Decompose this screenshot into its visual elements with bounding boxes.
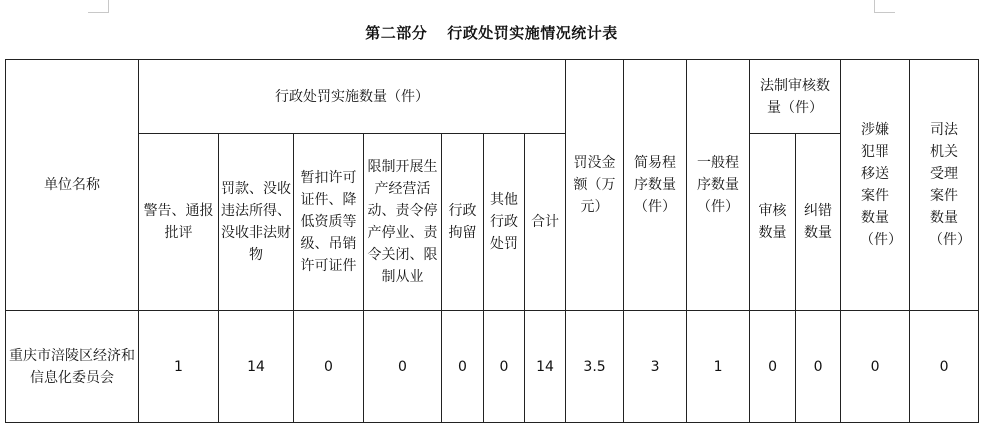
header-total: 合计 xyxy=(525,134,566,311)
header-warning: 警告、通报批评 xyxy=(139,134,219,311)
cell-detention: 0 xyxy=(442,311,484,423)
cell-restrict: 0 xyxy=(364,311,442,423)
header-row-1 xyxy=(6,60,979,134)
header-suspend-license: 暂扣许可证件、降低资质等级、吊销许可证件 xyxy=(294,134,364,311)
cell-suspend-license: 0 xyxy=(294,311,364,423)
header-judicial-accept: 司法机关受理案件数量（件） xyxy=(910,60,979,311)
header-unit-name: 单位名称 xyxy=(6,60,139,311)
table-title xyxy=(0,22,983,43)
header-legal-review-group: 法制审核数量（件） xyxy=(750,60,841,134)
cell-other: 0 xyxy=(484,311,525,423)
statistics-table xyxy=(5,59,979,423)
header-crime-transfer: 涉嫌犯罪移送案件数量（件） xyxy=(841,60,910,311)
cell-correction-count: 0 xyxy=(796,311,841,423)
cell-general-procedure: 1 xyxy=(687,311,750,423)
cell-total: 14 xyxy=(525,311,566,423)
header-simple-procedure: 简易程序数量（件） xyxy=(624,60,687,311)
header-detention: 行政拘留 xyxy=(442,134,484,311)
cell-simple-procedure: 3 xyxy=(624,311,687,423)
cell-unit-name: 重庆市涪陵区经济和信息化委员会 xyxy=(6,311,139,423)
cell-fine: 14 xyxy=(219,311,294,423)
page-corner-mark-left xyxy=(88,0,109,13)
title-main: 行政处罚实施情况统计表 xyxy=(447,24,618,42)
title-part: 第二部分 xyxy=(365,24,428,42)
header-fine: 罚款、没收违法所得、没收非法财物 xyxy=(219,134,294,311)
header-correction-count: 纠错数量 xyxy=(796,134,841,311)
header-restrict: 限制开展生产经营活动、责令停产停业、责令关闭、限制从业 xyxy=(364,134,442,311)
header-review-count: 审核数量 xyxy=(750,134,796,311)
header-general-procedure: 一般程序数量（件） xyxy=(687,60,750,311)
page-corner-mark-right xyxy=(874,0,895,13)
table-row xyxy=(6,311,979,423)
header-fine-amount: 罚没金额（万元） xyxy=(566,60,624,311)
cell-fine-amount: 3.5 xyxy=(566,311,624,423)
header-penalty-count-group: 行政处罚实施数量（件） xyxy=(139,60,566,134)
header-row-2 xyxy=(6,134,979,311)
cell-warning: 1 xyxy=(139,311,219,423)
cell-crime-transfer: 0 xyxy=(841,311,910,423)
cell-judicial-accept: 0 xyxy=(910,311,979,423)
header-other: 其他行政处罚 xyxy=(484,134,525,311)
cell-review-count: 0 xyxy=(750,311,796,423)
